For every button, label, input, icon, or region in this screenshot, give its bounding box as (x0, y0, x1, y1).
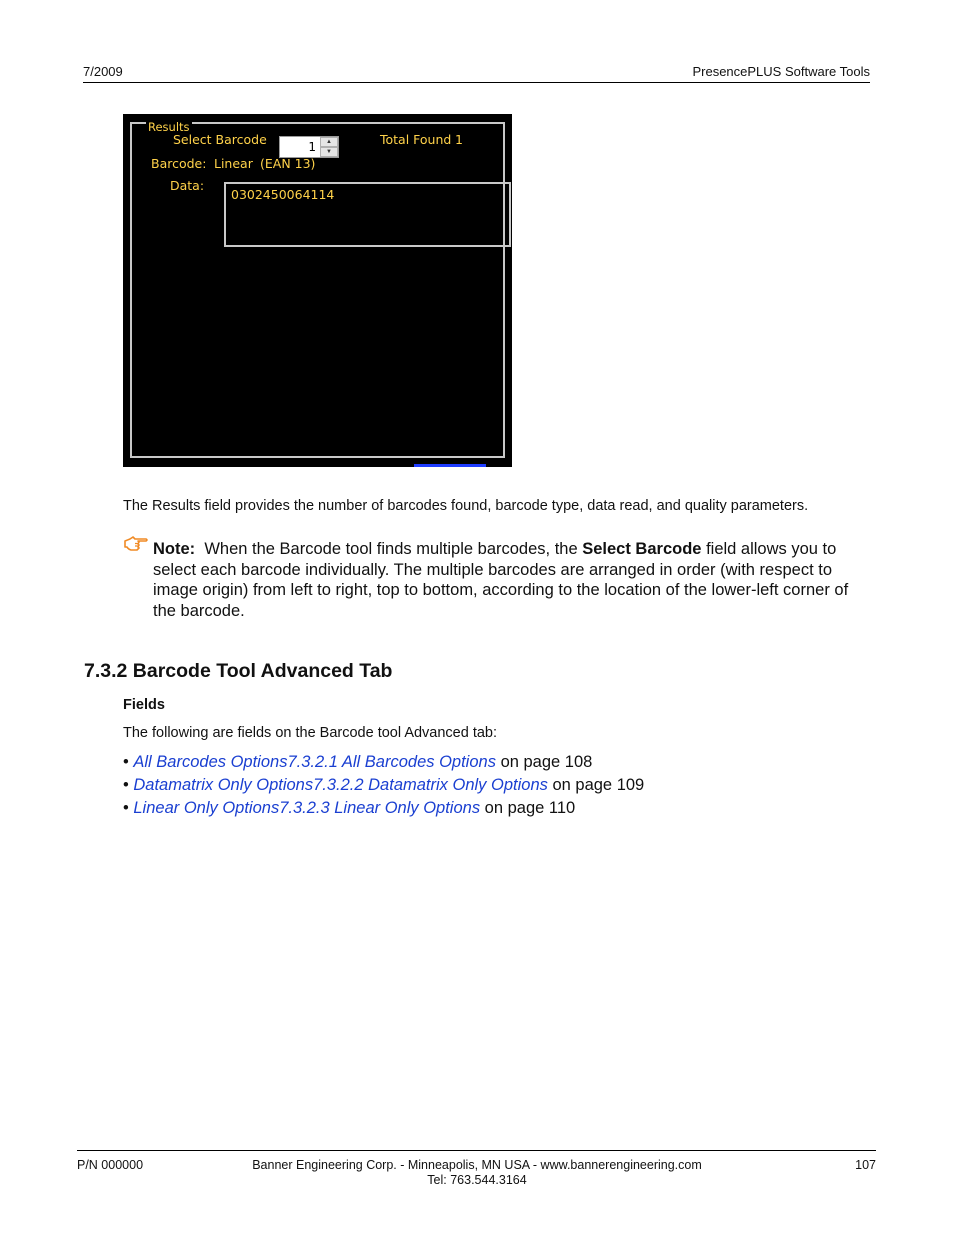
page-reference: on page 109 (552, 776, 645, 794)
results-group-label: Results (148, 120, 190, 134)
all-barcodes-options-link[interactable]: All Barcodes Options7.3.2.1 All Barcodes Options (133, 753, 496, 771)
page-reference: on page 110 (484, 799, 576, 817)
footer-company (0, 1158, 954, 1188)
note-text-1: When the Barcode tool finds multiple barcodes, the (204, 540, 578, 558)
header-rule (83, 82, 870, 83)
results-group-frame (130, 122, 505, 458)
data-label: Data: (170, 178, 205, 193)
spinner-buttons[interactable] (320, 137, 338, 157)
pointing-hand-icon (124, 534, 148, 552)
footer-company-line: Banner Engineering Corp. - Minneapolis, MN USA - www.bannerengineering.com (252, 1158, 702, 1172)
fields-intro: The following are fields on the Barcode tool Advanced tab: (123, 725, 498, 741)
fields-subheading: Fields (123, 697, 165, 713)
footer-tel-line: Tel: 763.544.3164 (427, 1173, 527, 1187)
select-barcode-value[interactable]: 1 (280, 137, 320, 157)
note-block (153, 539, 873, 621)
linear-only-options-link[interactable]: Linear Only Options7.3.2.3 Linear Only Options (133, 799, 481, 817)
scrollbar-fragment (414, 464, 486, 467)
section-heading: 7.3.2 Barcode Tool Advanced Tab (84, 660, 393, 682)
spinner-up-icon[interactable]: ▲ (320, 137, 338, 147)
footer-rule (77, 1150, 876, 1151)
note-text-2: field allows you to select each barcode individually. The multiple barcodes are arranged in order (with respect to image origin) from left to right, top to bottom, according to the location of the lower-left corner of the barcode. (153, 540, 849, 620)
note-bold-term: Select Barcode (582, 540, 702, 558)
header-date: 7/2009 (83, 64, 123, 79)
note-label: Note: (153, 540, 196, 558)
total-found-label: Total Found (380, 132, 452, 147)
data-textbox[interactable] (224, 182, 511, 247)
list-item (123, 774, 644, 797)
select-barcode-label: Select Barcode (173, 132, 267, 147)
results-screenshot (123, 114, 512, 467)
data-value: 0302450064114 (231, 187, 335, 202)
footer-page-number: 107 (855, 1158, 876, 1172)
barcode-label: Barcode: (151, 156, 207, 171)
barcode-symbology: (EAN 13) (260, 156, 316, 171)
footer-part-number: P/N 000000 (77, 1158, 144, 1172)
list-item (123, 751, 644, 774)
bullet-marker: • (123, 799, 129, 817)
page-reference: on page 108 (500, 753, 593, 771)
bullet-marker: • (123, 753, 129, 771)
datamatrix-only-options-link[interactable]: Datamatrix Only Options7.3.2.2 Datamatrix Only Options (133, 776, 548, 794)
list-item (123, 797, 644, 820)
select-barcode-spinner[interactable] (279, 136, 339, 158)
fields-list (123, 751, 644, 820)
total-found-value: 1 (455, 132, 463, 147)
results-paragraph: The Results field provides the number of barcodes found, barcode type, data read, and quality parameters. (123, 498, 809, 514)
bullet-marker: • (123, 776, 129, 794)
header-title: PresencePLUS Software Tools (692, 64, 870, 79)
spinner-down-icon[interactable]: ▼ (320, 147, 338, 157)
barcode-type: Linear (214, 156, 253, 171)
